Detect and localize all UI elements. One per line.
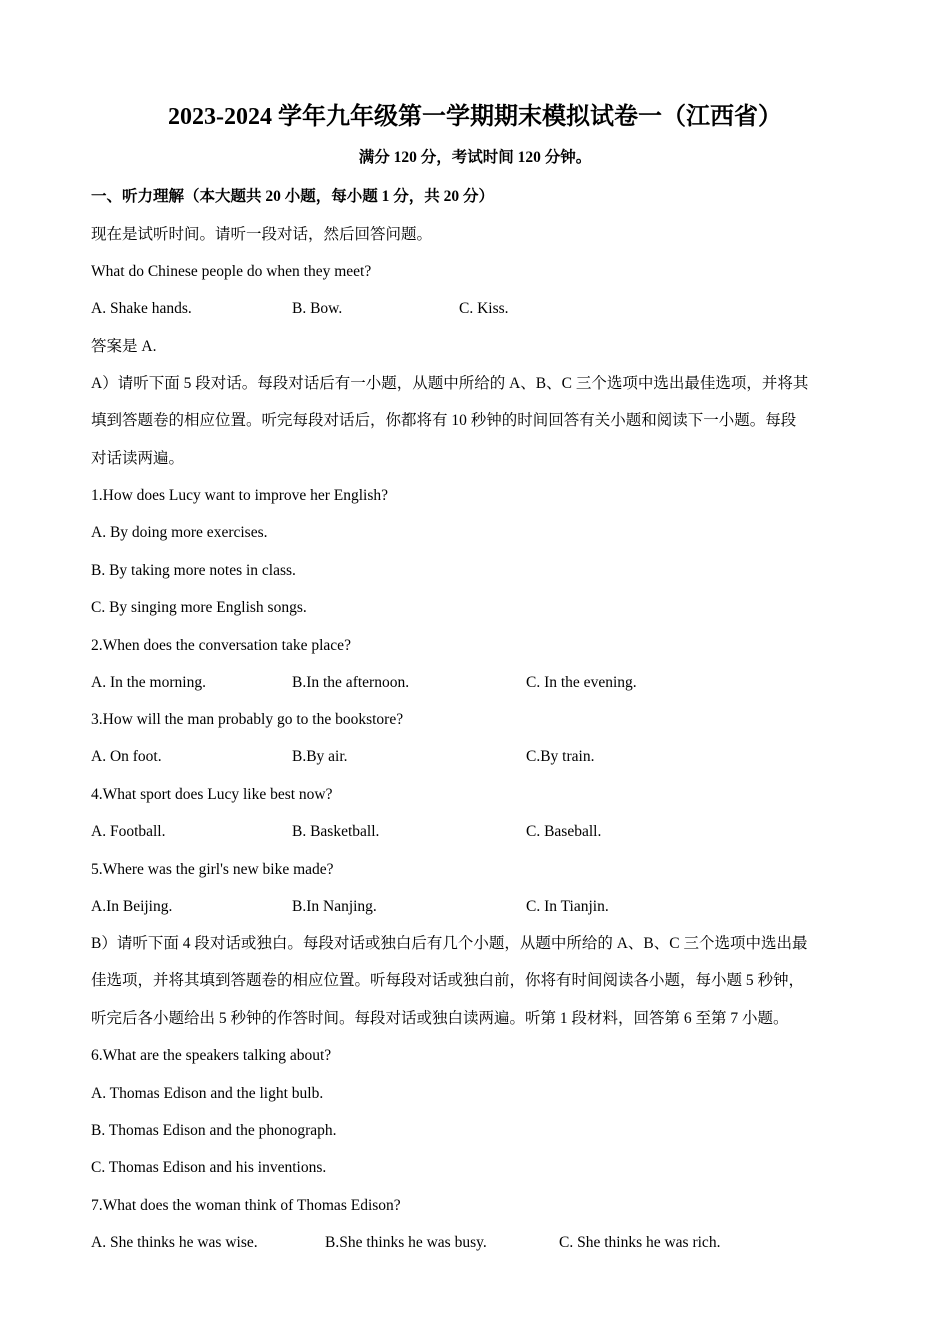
trial-answer: 答案是 A. [91, 338, 157, 355]
section-heading: 一、听力理解（本大题共 20 小题，每小题 1 分，共 20 分） [91, 188, 495, 205]
trial-intro: 现在是试听时间。请听一段对话，然后回答问题。 [91, 226, 433, 243]
trial-option-c: C. Kiss. [459, 300, 509, 317]
question-5-option-c: C. In Tianjin. [526, 898, 609, 915]
question-3-option-b: B.By air. [292, 748, 348, 765]
question-6-option-c: C. Thomas Edison and his inventions. [91, 1159, 327, 1176]
part-a-instructions-line-3: 对话读两遍。 [91, 450, 185, 467]
question-4: 4.What sport does Lucy like best now? [91, 786, 333, 803]
question-5: 5.Where was the girl's new bike made? [91, 861, 334, 878]
question-6-option-a: A. Thomas Edison and the light bulb. [91, 1085, 324, 1102]
question-1-option-c: C. By singing more English songs. [91, 599, 307, 616]
page-subtitle: 满分 120 分，考试时间 120 分钟。 [358, 149, 592, 166]
page-title: 2023-2024 学年九年级第一学期期末模拟试卷一（江西省） [168, 104, 782, 130]
question-3-option-c: C.By train. [526, 748, 595, 765]
part-b-instructions-line-1: B）请听下面 4 段对话或独白。每段对话或独白后有几个小题，从题中所给的 A、B、C 三个选项中选出最 [91, 935, 808, 952]
question-3-option-a: A. On foot. [91, 748, 162, 765]
question-1-option-a: A. By doing more exercises. [91, 524, 268, 541]
question-2-option-a: A. In the morning. [91, 674, 206, 691]
question-7-option-b: B.She thinks he was busy. [325, 1234, 487, 1251]
question-2-option-b: B.In the afternoon. [292, 674, 410, 691]
question-4-option-b: B. Basketball. [292, 823, 380, 840]
part-b-instructions-line-2: 佳选项，并将其填到答题卷的相应位置。听每段对话或独白前，你将有时间阅读各小题，每小题 5 秒钟， [91, 972, 805, 989]
trial-option-b: B. Bow. [292, 300, 343, 317]
part-a-instructions-line-2: 填到答题卷的相应位置。听完每段对话后，你都将有 10 秒钟的时间回答有关小题和阅读下一小题。每段 [91, 412, 797, 429]
question-4-option-a: A. Football. [91, 823, 166, 840]
trial-question: What do Chinese people do when they meet? [91, 263, 372, 280]
question-6-option-b: B. Thomas Edison and the phonograph. [91, 1122, 337, 1139]
trial-option-a: A. Shake hands. [91, 300, 192, 317]
question-4-option-c: C. Baseball. [526, 823, 602, 840]
question-2: 2.When does the conversation take place? [91, 637, 351, 654]
question-3: 3.How will the man probably go to the bookstore? [91, 711, 404, 728]
question-1: 1.How does Lucy want to improve her English? [91, 487, 389, 504]
question-7: 7.What does the woman think of Thomas Edison? [91, 1197, 401, 1214]
question-7-option-a: A. She thinks he was wise. [91, 1234, 258, 1251]
question-2-option-c: C. In the evening. [526, 674, 637, 691]
question-7-option-c: C. She thinks he was rich. [559, 1234, 721, 1251]
question-6: 6.What are the speakers talking about? [91, 1047, 332, 1064]
part-b-instructions-line-3: 听完后各小题给出 5 秒钟的作答时间。每段对话或独白读两遍。听第 1 段材料，回答第 6 至第 7 小题。 [91, 1010, 789, 1027]
part-a-instructions-line-1: A）请听下面 5 段对话。每段对话后有一小题，从题中所给的 A、B、C 三个选项中选出最佳选项，并将其 [91, 375, 809, 392]
question-1-option-b: B. By taking more notes in class. [91, 562, 296, 579]
question-5-option-a: A.In Beijing. [91, 898, 173, 915]
question-5-option-b: B.In Nanjing. [292, 898, 377, 915]
